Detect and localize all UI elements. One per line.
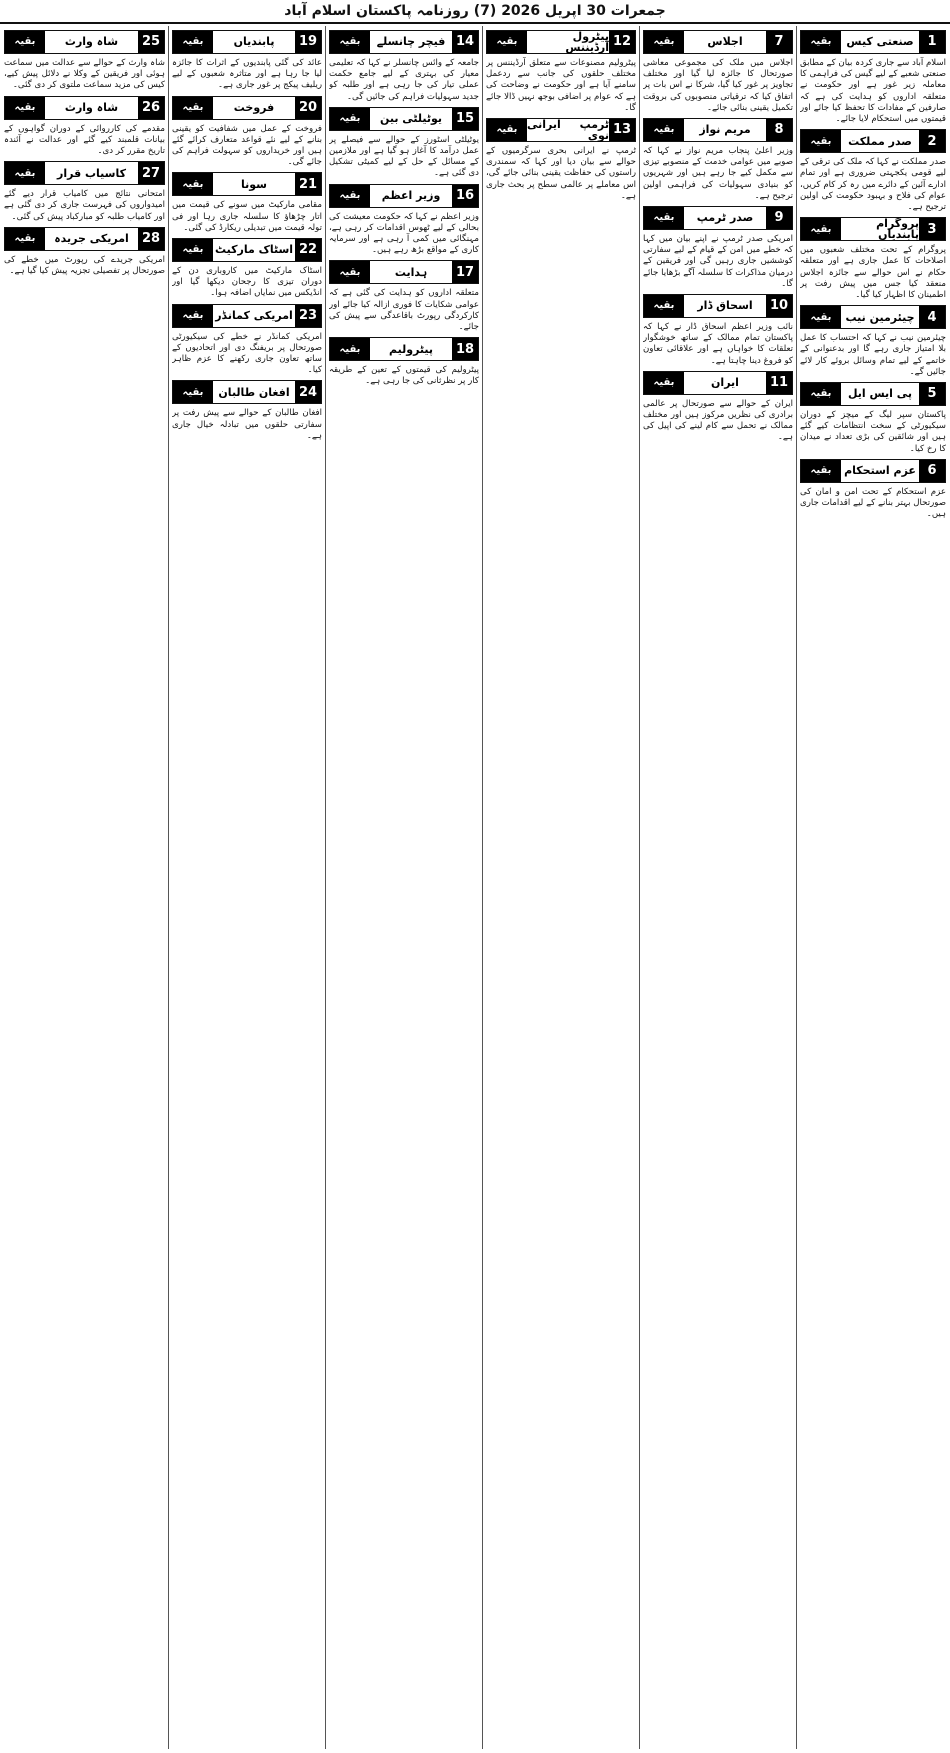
column-divider (639, 26, 640, 1749)
continuation-heading (643, 118, 793, 142)
continuation-heading (4, 227, 165, 251)
continuation-number: 24 (295, 381, 321, 403)
article-text: امریکی صدر ٹرمپ نے اپنے بیان میں کہا کہ خطے میں امن کے قیام کے لیے سفارتی کوششیں جاری رہیں گی اور فریقین کے درمیان مذاکرات کا سلسلہ آگے بڑھایا جائے گا۔ (643, 234, 793, 289)
continuation-heading (486, 118, 636, 142)
continuation-heading (4, 161, 165, 185)
continuation-heading (329, 107, 479, 131)
continuation-title: پی ایس ایل (841, 383, 919, 405)
article-text: ٹرمپ نے ایرانی بحری سرگرمیوں کے حوالے سے بیان دیا اور کہا کہ سمندری راستوں کی حفاظت یقینی بنائی جائے گی، اس معاملے پر عالمی سطح پر بحث جاری ہے۔ (486, 146, 636, 201)
continuation-title: پیٹرول آرڈیننس (527, 31, 609, 53)
continuation-heading (329, 30, 479, 54)
continuation-title: ایران (684, 372, 766, 394)
continuation-title: چیئرمین نیب (841, 306, 919, 328)
baqiya-label: بقیہ (801, 130, 841, 152)
continuation-number: 22 (295, 239, 321, 261)
baqiya-label: بقیہ (173, 239, 213, 261)
column-divider (482, 26, 483, 1749)
continuation-title: وزیر اعظم (370, 185, 452, 207)
continuation-heading (800, 129, 946, 153)
baqiya-label: بقیہ (330, 108, 370, 130)
baqiya-label: بقیہ (801, 218, 841, 240)
continuation-title: فیچر چانسلے (370, 31, 452, 53)
baqiya-label: بقیہ (801, 460, 841, 482)
continuation-title: اسٹاک مارکیٹ (213, 239, 295, 261)
article-text: متعلقہ اداروں کو ہدایت کی گئی ہے کہ عوامی شکایات کا فوری ازالہ کیا جائے اور کارکردگی رپورٹ باقاعدگی سے پیش کی جائے۔ (329, 288, 479, 333)
column-divider (168, 26, 169, 1749)
continuation-number: 3 (919, 218, 945, 240)
continuation-number: 2 (919, 130, 945, 152)
baqiya-label: بقیہ (644, 372, 684, 394)
baqiya-label: بقیہ (801, 383, 841, 405)
baqiya-label: بقیہ (173, 381, 213, 403)
continuation-number: 14 (452, 31, 478, 53)
article-text: امریکی کمانڈر نے خطے کی سیکیورٹی صورتحال پر بریفنگ دی اور اتحادیوں کے ساتھ تعاون جاری رکھنے کا عزم ظاہر کیا۔ (172, 331, 322, 376)
continuation-title: صدر مملکت (841, 130, 919, 152)
continuation-heading (800, 217, 946, 241)
continuation-number: 7 (766, 31, 792, 53)
news-column (329, 26, 479, 1749)
continuation-number: 25 (138, 31, 164, 53)
continuation-heading (800, 382, 946, 406)
continuation-heading (643, 206, 793, 230)
continuation-number: 15 (452, 108, 478, 130)
baqiya-label: بقیہ (173, 173, 213, 195)
continuation-heading (800, 459, 946, 483)
continuation-title: پابندیاں (213, 31, 295, 53)
continuation-number: 20 (295, 97, 321, 119)
continuation-title: سونا (213, 173, 295, 195)
continuation-heading (172, 172, 322, 196)
continuation-heading (4, 30, 165, 54)
continuation-title: صدر ٹرمپ (684, 207, 766, 229)
continuation-title: پیٹرولیم (370, 338, 452, 360)
article-text: پیٹرولیم کی قیمتوں کے تعین کے طریقہ کار پر نظرثانی کی جا رہی ہے۔ (329, 365, 479, 387)
continuation-number: 23 (295, 305, 321, 327)
continuation-title: صنعتی کیس (841, 31, 919, 53)
baqiya-label: بقیہ (5, 228, 45, 250)
article-text: چیئرمین نیب نے کہا کہ احتساب کا عمل بلا امتیاز جاری رہے گا اور بدعنوانی کے خاتمے کے لیے تمام وسائل بروئے کار لائے جائیں گے۔ (800, 333, 946, 377)
page-header-dateline: جمعرات 30 اپریل 2026 (7) روزنامہ پاکستان اسلام آباد (0, 0, 950, 24)
continuation-title: عزم استحکام (841, 460, 919, 482)
continuation-title: ٹرمپ ایرانی نوی (527, 117, 609, 143)
article-text: امتحانی نتائج میں کامیاب قرار دیے گئے امیدواروں کی فہرست جاری کر دی گئی ہے اور کامیاب طلبہ کو مبارکباد پیش کی گئی۔ (4, 189, 165, 222)
continuation-number: 19 (295, 31, 321, 53)
continuation-heading (329, 260, 479, 284)
continuation-title: اسحاق ڈار (684, 295, 766, 317)
continuation-number: 13 (609, 119, 635, 141)
article-text: مقدمے کی کارروائی کے دوران گواہوں کے بیانات قلمبند کیے گئے اور عدالت نے آئندہ تاریخ مقرر کر دی۔ (4, 123, 165, 157)
baqiya-label: بقیہ (487, 119, 527, 141)
column-divider (325, 26, 326, 1749)
continuation-number: 21 (295, 173, 321, 195)
article-text: پاکستان سپر لیگ کے میچز کے دوران سیکیورٹی کے سخت انتظامات کیے گئے ہیں اور شائقین کی بڑی تعداد نے میدان کا رخ کیا۔ (800, 410, 946, 454)
continuation-title: افغان طالبان (213, 381, 295, 403)
continuation-number: 28 (138, 228, 164, 250)
continuation-number: 11 (766, 372, 792, 394)
continuation-number: 18 (452, 338, 478, 360)
column-divider (796, 26, 797, 1749)
continuation-number: 9 (766, 207, 792, 229)
baqiya-label: بقیہ (5, 162, 45, 184)
continuation-number: 12 (609, 31, 635, 53)
article-text: ایران کے حوالے سے صورتحال پر عالمی برادری کی نظریں مرکوز ہیں اور مختلف ممالک نے تحمل سے کام لینے کی اپیل کی ہے۔ (643, 398, 793, 443)
continuation-number: 4 (919, 306, 945, 328)
baqiya-label: بقیہ (330, 31, 370, 53)
article-text: نائب وزیر اعظم اسحاق ڈار نے کہا کہ پاکستان تمام ممالک کے ساتھ خوشگوار تعلقات کا خواہاں ہے اور علاقائی تعاون کو فروغ دینا چاہتا ہے۔ (643, 322, 793, 366)
continuation-heading (800, 305, 946, 329)
continuation-heading (643, 30, 793, 54)
continuation-heading (172, 96, 322, 120)
continuation-number: 10 (766, 295, 792, 317)
article-text: اجلاس میں ملک کی مجموعی معاشی صورتحال کا جائزہ لیا گیا اور مختلف تجاویز پر غور کیا گیا، شرکا نے اس بات پر اتفاق کیا کہ ترقیاتی منصوبوں کی بروقت تکمیل یقینی بنائی جائے۔ (643, 58, 793, 113)
continuation-number: 27 (138, 162, 164, 184)
continuation-title: اجلاس (684, 31, 766, 53)
news-column (643, 26, 793, 1749)
continuation-heading (800, 30, 946, 54)
continuation-heading (329, 184, 479, 208)
article-text: وزیر اعلیٰ پنجاب مریم نواز نے کہا کہ صوبے میں عوامی خدمت کے منصوبے تیزی سے مکمل کیے جا رہے ہیں اور شہریوں کو بنیادی سہولیات کی فراہمی اولین ترجیح ہے۔ (643, 146, 793, 201)
article-text: پیٹرولیم مصنوعات سے متعلق آرڈیننس پر مختلف حلقوں کی جانب سے ردعمل سامنے آیا ہے اور حکومت نے وضاحت کی ہے کہ عوام پر اضافی بوجھ نہیں ڈالا جائے گا۔ (486, 58, 636, 113)
continuation-heading (486, 30, 636, 54)
article-text: پروگرام کے تحت مختلف شعبوں میں اصلاحات کا عمل جاری ہے اور متعلقہ حکام نے اس حوالے سے جائزہ اجلاس منعقد کیا جس میں پیش رفت پر اطمینان کا اظہار کیا گیا۔ (800, 245, 946, 301)
continuation-title: امریکی کمانڈر (213, 305, 295, 327)
news-column (172, 26, 322, 1749)
article-text: عائد کی گئی پابندیوں کے اثرات کا جائزہ لیا جا رہا ہے اور متاثرہ شعبوں کے لیے ریلیف پیکج پر غور جاری ہے۔ (172, 58, 322, 91)
continuation-heading (172, 238, 322, 262)
baqiya-label: بقیہ (5, 97, 45, 119)
article-text: مقامی مارکیٹ میں سونے کی قیمت میں اتار چڑھاؤ کا سلسلہ جاری رہا اور فی تولہ قیمت میں تبدیلی ریکارڈ کی گئی۔ (172, 200, 322, 233)
baqiya-label: بقیہ (644, 31, 684, 53)
continuation-number: 17 (452, 261, 478, 283)
continuation-heading (172, 380, 322, 404)
article-text: شاہ وارث کے حوالے سے عدالت میں سماعت ہوئی اور فریقین کے وکلا نے دلائل پیش کیے، کیس کی مزید سماعت ملتوی کر دی گئی۔ (4, 58, 165, 91)
baqiya-label: بقیہ (5, 31, 45, 53)
article-text: اسلام آباد سے جاری کردہ بیان کے مطابق صنعتی شعبے کے لیے گیس کی فراہمی کا معاملہ زیر غور ہے اور حکومت نے متعلقہ اداروں کو ہدایت کی ہے کہ صارفین کے مفادات کا تحفظ کیا جائے اور قیمتوں میں استحکام لایا جائے۔ (800, 58, 946, 125)
baqiya-label: بقیہ (173, 97, 213, 119)
article-text: جامعہ کے وائس چانسلر نے کہا کہ تعلیمی معیار کی بہتری کے لیے جامع حکمت عملی تیار کی جا رہی ہے اور طلبہ کو جدید سہولیات فراہم کی جائیں گی۔ (329, 58, 479, 102)
baqiya-label: بقیہ (801, 31, 841, 53)
continuation-title: یوٹیلٹی بین (370, 108, 452, 130)
continuation-heading (4, 96, 165, 120)
continuation-number: 8 (766, 119, 792, 141)
continuation-title: ہدایت (370, 261, 452, 283)
continuation-number: 16 (452, 185, 478, 207)
continuation-title: مریم نواز (684, 119, 766, 141)
baqiya-label: بقیہ (801, 306, 841, 328)
baqiya-label: بقیہ (173, 31, 213, 53)
continuation-heading (329, 337, 479, 361)
baqiya-label: بقیہ (173, 305, 213, 327)
article-text: عزم استحکام کے تحت امن و امان کی صورتحال بہتر بنانے کے لیے اقدامات جاری ہیں۔ (800, 486, 946, 520)
article-text: اسٹاک مارکیٹ میں کاروباری دن کے دوران تیزی کا رجحان دیکھا گیا اور انڈیکس میں نمایاں اضافہ ہوا۔ (172, 266, 322, 299)
continuation-title: شاہ وارث (45, 31, 138, 53)
continuation-heading (643, 371, 793, 395)
baqiya-label: بقیہ (330, 338, 370, 360)
continuation-title: فروخت (213, 97, 295, 119)
baqiya-label: بقیہ (644, 207, 684, 229)
baqiya-label: بقیہ (330, 185, 370, 207)
continuation-title: پروگرام پابندیاں (841, 218, 919, 240)
continuation-number: 26 (138, 97, 164, 119)
continuation-number: 1 (919, 31, 945, 53)
article-text: امریکی جریدے کی رپورٹ میں خطے کی صورتحال پر تفصیلی تجزیہ پیش کیا گیا ہے۔ (4, 254, 165, 277)
news-column (800, 26, 946, 1749)
baqiya-label: بقیہ (487, 31, 527, 53)
continuation-number: 6 (919, 460, 945, 482)
continuation-heading (643, 294, 793, 318)
article-text: افغان طالبان کے حوالے سے پیش رفت پر سفارتی حلقوں میں تبادلہ خیال جاری ہے۔ (172, 408, 322, 441)
continuation-title: امریکی جریدہ (45, 228, 138, 250)
baqiya-label: بقیہ (644, 295, 684, 317)
continuation-title: شاہ وارث (45, 97, 138, 119)
continuation-heading (172, 304, 322, 328)
news-column (486, 26, 636, 1749)
article-text: یوٹیلٹی اسٹورز کے حوالے سے فیصلے پر عمل درآمد کا آغاز ہو گیا ہے اور ملازمین کے مسائل کے حل کے لیے کمیٹی تشکیل دی گئی ہے۔ (329, 134, 479, 179)
baqiya-label: بقیہ (330, 261, 370, 283)
article-text: صدر مملکت نے کہا کہ ملک کی ترقی کے لیے قومی یکجہتی ضروری ہے اور تمام ادارے آئین کے دائرے میں رہ کر کام کریں، عوام کی فلاح و بہبود حکومت کی اولین ترجیح ہے۔ (800, 157, 946, 213)
news-column (4, 26, 165, 1749)
article-text: فروخت کے عمل میں شفافیت کو یقینی بنانے کے لیے نئے قواعد متعارف کرائے گئے ہیں اور خریداروں کو سہولت فراہم کی جائے گی۔ (172, 123, 322, 168)
article-text: وزیر اعظم نے کہا کہ حکومت معیشت کی بحالی کے لیے ٹھوس اقدامات کر رہی ہے، مہنگائی میں کمی آ رہی ہے اور سرمایہ کاری کے مواقع بڑھ رہے ہیں۔ (329, 211, 479, 256)
continuation-title: کاسیاب قرار (45, 162, 138, 184)
continuation-number: 5 (919, 383, 945, 405)
continuation-heading (172, 30, 322, 54)
baqiya-label: بقیہ (644, 119, 684, 141)
